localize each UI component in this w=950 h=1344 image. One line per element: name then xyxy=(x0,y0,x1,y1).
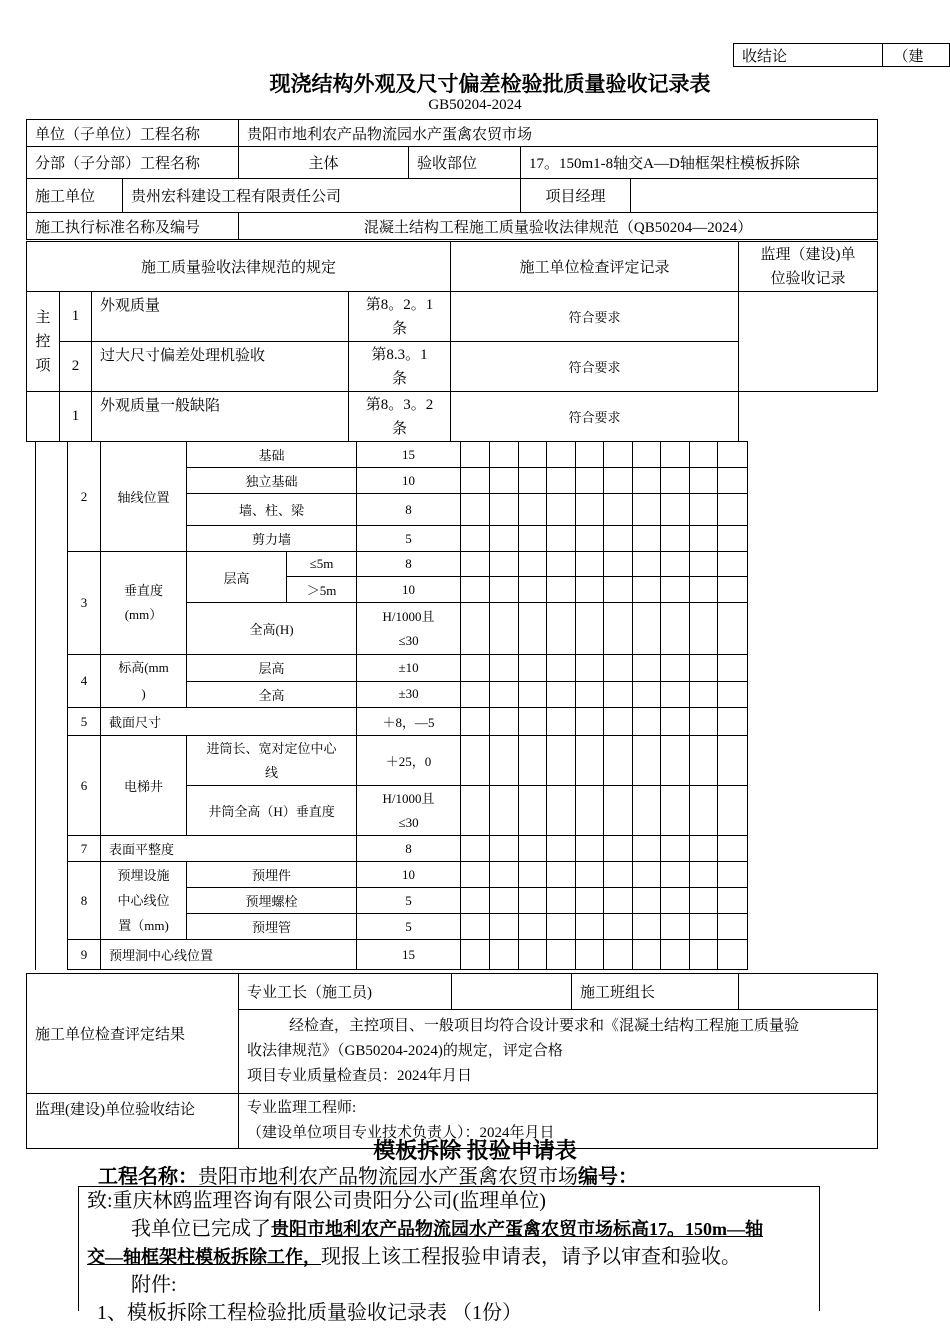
general-item-clause: 第8。3。2 条 xyxy=(349,392,451,442)
main-control-label: 主 控 项 xyxy=(27,292,60,392)
form2-project-line: 工程名称：贵阳市地利农产品物流园水产蛋禽农贸市场编号： xyxy=(98,1166,638,1188)
row-no: 7 xyxy=(68,836,101,862)
project-name: 贵阳市地利农产品物流园水产蛋禽农贸市场 xyxy=(239,120,878,147)
exec-std-label: 施工执行标准名称及编号 xyxy=(27,213,239,240)
vertical-label: 垂直度 (mm） xyxy=(101,552,187,655)
tolerance: 8 xyxy=(357,836,461,862)
tolerance: ±30 xyxy=(357,681,461,708)
tolerance: 8 xyxy=(357,552,461,577)
contractor-label: 施工单位 xyxy=(27,179,123,213)
general-group-cell xyxy=(27,392,60,442)
main-item-name: 过大尺寸偏差处理机验收 xyxy=(92,342,349,392)
main-item-result: 符合要求 xyxy=(451,292,739,342)
header-supervisor: 监理（建设)单 位验收记录 xyxy=(739,242,878,292)
general-item-name: 外观质量一般缺陷 xyxy=(92,392,349,442)
tolerance: 10 xyxy=(357,577,461,603)
team-label: 施工班组长 xyxy=(572,974,739,1010)
total-height-label: 全高(H) xyxy=(187,603,357,655)
tolerance: 5 xyxy=(357,888,461,914)
tolerance: H/1000且 ≤30 xyxy=(357,603,461,655)
elevator-label: 电梯井 xyxy=(101,736,187,836)
contractor: 贵州宏科建设工程有限责任公司 xyxy=(123,179,521,213)
tolerance: 15 xyxy=(357,940,461,970)
row-no: 2 xyxy=(68,442,101,552)
sub-item: 独立基础 xyxy=(187,468,357,494)
attach-item: 1、模板拆除工程检验批质量验收记录表 （1份） xyxy=(97,1302,522,1324)
tolerance: ＋8，—5 xyxy=(357,708,461,736)
items-table xyxy=(26,241,878,442)
tolerance: 10 xyxy=(357,862,461,888)
project-name-label: 单位（子单位）工程名称 xyxy=(27,120,239,147)
sub-item: 预埋管 xyxy=(187,914,357,940)
main-item-clause: 第8。2。1 条 xyxy=(349,292,451,342)
row-no: 5 xyxy=(68,708,101,736)
tolerance: ＋25，0 xyxy=(357,736,461,786)
body-line2: 交—轴框架柱模板拆除工作，现报上该工程报验申请表，请予以审查和验收。 xyxy=(87,1246,741,1268)
main-item-no: 2 xyxy=(60,342,92,392)
tolerance: 8 xyxy=(357,494,461,526)
part-label: 验收部位 xyxy=(409,147,521,179)
manager-label: 项目经理 xyxy=(521,179,631,213)
sub-item: 进筒长、宽对定位中心 线 xyxy=(187,736,357,786)
general-item-no: 1 xyxy=(60,392,92,442)
condition: ≤5m xyxy=(287,552,357,577)
main-item-clause: 第8.3。1 条 xyxy=(349,342,451,392)
subdivision: 主体 xyxy=(239,147,409,179)
tolerance: 15 xyxy=(357,442,461,468)
tolerance: 10 xyxy=(357,468,461,494)
general-item-result: 符合要求 xyxy=(451,392,739,442)
deviation-table xyxy=(35,441,748,970)
sup-text: 专业监理工程师: （建设单位项目专业技术负责人）：2024年月日 xyxy=(239,1094,878,1149)
row-no: 4 xyxy=(68,655,101,708)
part: 17。150m1-8轴交A—D轴框架柱模板拆除 xyxy=(521,147,878,179)
to-line: 致:重庆林鸥监理咨询有限公司贵阳分公司(监理单位) xyxy=(87,1190,546,1212)
info-table xyxy=(26,119,878,240)
exec-std: 混凝土结构工程施工质量验收法律规范（QB50204—2024） xyxy=(239,213,878,240)
sub-item: 预埋螺栓 xyxy=(187,888,357,914)
main-item-name: 外观质量 xyxy=(92,292,349,342)
flatness-label: 表面平整度 xyxy=(101,836,357,862)
eval-label: 施工单位检查评定结果 xyxy=(27,974,239,1094)
standard-code: GB50204-2024 xyxy=(428,97,522,113)
form2-box xyxy=(78,1186,820,1324)
tolerance: 5 xyxy=(357,526,461,552)
eval-text: 经检查，主控项目、一般项目均符合设计要求和《混凝土结构工程施工质量验 收法律规范》（GB50204-2024)的规定，评定合格 项目专业质量检查员：2024年月日 xyxy=(239,1010,878,1094)
embedded-label: 预埋设施 中心线位 置（mm) xyxy=(101,862,187,940)
sub-item: 层高 xyxy=(187,655,357,682)
tolerance: ±10 xyxy=(357,655,461,682)
condition: ＞5m xyxy=(287,577,357,603)
main-item-result: 符合要求 xyxy=(451,342,739,392)
row-no: 6 xyxy=(68,736,101,836)
hole-label: 预埋洞中心线位置 xyxy=(101,940,357,970)
axis-label: 轴线位置 xyxy=(101,442,187,552)
header-check: 施工单位检查评定记录 xyxy=(451,242,739,292)
corner-label: 收结论 xyxy=(734,44,883,67)
corner-fragment xyxy=(733,43,950,67)
elevation-label: 标高(mm ) xyxy=(101,655,187,708)
sub-item: 井筒全高（H）垂直度 xyxy=(187,786,357,836)
tolerance: H/1000且 ≤30 xyxy=(357,786,461,836)
sub-item: 墙、柱、梁 xyxy=(187,494,357,526)
sub-item: 预埋件 xyxy=(187,862,357,888)
body-line1: 我单位已完成了贵阳市地利农产品物流园水产蛋禽农贸市场标高17。150m—轴 xyxy=(131,1218,763,1240)
foreman-label: 专业工长（施工员) xyxy=(239,974,452,1010)
manager xyxy=(631,179,878,213)
form2-title: 模板拆除 报验申请表 xyxy=(373,1138,577,1163)
floor-height-label: 层高 xyxy=(187,552,287,603)
row-no: 8 xyxy=(68,862,101,940)
main-item-no: 1 xyxy=(60,292,92,342)
row-no: 3 xyxy=(68,552,101,655)
result-table xyxy=(26,973,878,1149)
sub-item: 全高 xyxy=(187,681,357,708)
page-title: 现浇结构外观及尺寸偏差检验批质量验收记录表 xyxy=(269,72,711,96)
tolerance: 5 xyxy=(357,914,461,940)
attach-label: 附件: xyxy=(131,1274,177,1296)
row-no: 9 xyxy=(68,940,101,970)
subdivision-label: 分部（子分部）工程名称 xyxy=(27,147,239,179)
sub-item: 基础 xyxy=(187,442,357,468)
sup-label: 监理(建设)单位验收结论 xyxy=(27,1094,239,1149)
corner-value: （建 xyxy=(883,44,950,67)
main-supervisor-cell xyxy=(739,292,878,392)
section-label: 截面尺寸 xyxy=(101,708,357,736)
header-spec: 施工质量验收法律规范的规定 xyxy=(27,242,451,292)
sub-item: 剪力墙 xyxy=(187,526,357,552)
